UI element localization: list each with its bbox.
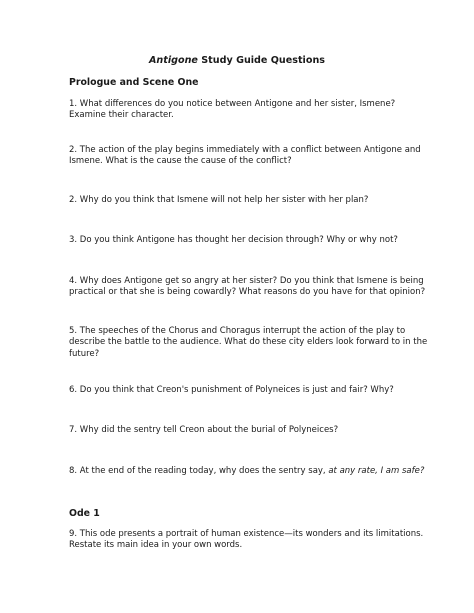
- question-line: Restate its main idea in your own words.: [69, 540, 243, 551]
- question-5: [69, 276, 424, 299]
- question-6: [69, 326, 428, 360]
- question-1: [69, 99, 424, 122]
- question-line: Examine their character.: [69, 110, 174, 121]
- question-line: 2. Why do you think that Ismene will not help her sister with her plan?: [69, 195, 369, 205]
- question-8: [69, 425, 424, 436]
- question-text: 8. At the end of the reading today, why does the sentry say,: [69, 466, 329, 476]
- question-line: 7. Why did the sentry tell Creon about the burial of Polyneices?: [69, 425, 339, 435]
- title-play-name: Antigone: [149, 55, 198, 66]
- question-quote: at any rate, I am safe?: [328, 466, 425, 476]
- title-rest: Study Guide Questions: [197, 55, 325, 66]
- section-heading-ode: Ode 1: [69, 508, 100, 519]
- question-line: Ismene. What is the cause the cause of the conflict?: [69, 156, 292, 167]
- question-line: 3. Do you think Antigone has thought her decision through? Why or why not?: [69, 235, 398, 245]
- question-4: [69, 235, 424, 246]
- question-line: [69, 466, 424, 477]
- question-line: future?: [69, 348, 100, 359]
- section-heading-prologue: Prologue and Scene One: [69, 77, 199, 88]
- document-title: [0, 55, 474, 67]
- question-line: 9. This ode presents a portrait of human existence—its wonders and its limitations.: [69, 529, 424, 539]
- question-line: 4. Why does Antigone get so angry at her sister? Do you think that Ismene is being: [69, 276, 424, 286]
- question-line: practical or that she is being cowardly? What reasons do you have for that opinion?: [69, 287, 426, 298]
- question-line: 1. What differences do you notice between Antigone and her sister, Ismene?: [69, 99, 396, 109]
- question-line: 6. Do you think that Creon's punishment of Polyneices is just and fair? Why?: [69, 385, 394, 395]
- question-line: describe the battle to the audience. What do these city elders look forward to in the: [69, 337, 428, 348]
- question-7: [69, 385, 424, 396]
- question-line: 5. The speeches of the Chorus and Choragus interrupt the action of the play to: [69, 326, 406, 336]
- question-2: [69, 145, 424, 168]
- question-3: [69, 195, 424, 206]
- question-line: 2. The action of the play begins immediately with a conflict between Antigone and: [69, 145, 421, 155]
- question-10: [69, 529, 424, 552]
- question-9: [69, 466, 424, 477]
